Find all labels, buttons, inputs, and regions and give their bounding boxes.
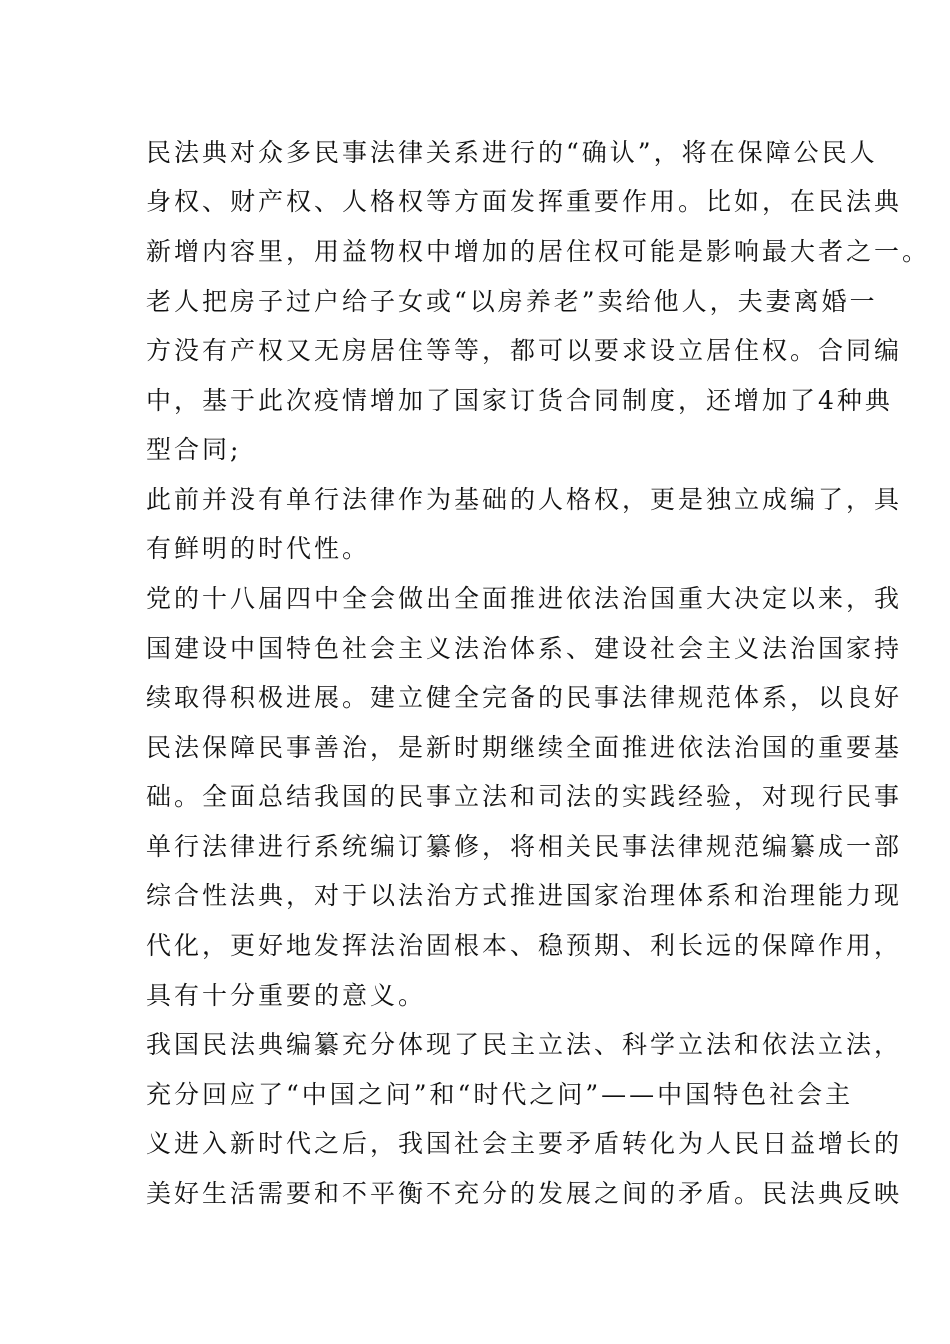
text-line: 义进入新时代之后，我国社会主要矛盾转化为人民日益增长的: [146, 1129, 903, 1158]
text-line: 具有十分重要的意义。: [146, 981, 427, 1010]
text-line: 中，基于此次疫情增加了国家订货合同制度，还增加了4种典: [146, 386, 893, 415]
text-line: 续取得积极进展。建立健全完备的民事法律规范体系，以良好: [146, 683, 903, 712]
text-line: 身权、财产权、人格权等方面发挥重要作用。比如，在民法典: [146, 187, 903, 216]
text-line: 综合性法典，对于以法治方式推进国家治理体系和治理能力现: [146, 881, 903, 910]
text-line: 美好生活需要和不平衡不充分的发展之间的矛盾。民法典反映: [146, 1179, 903, 1208]
text-line: 型合同;: [146, 435, 242, 464]
text-line: 础。全面总结我国的民事立法和司法的实践经验，对现行民事: [146, 782, 903, 811]
text-line: 我国民法典编纂充分体现了民主立法、科学立法和依法立法，: [146, 1030, 903, 1059]
text-line: 单行法律进行系统编订纂修，将相关民事法律规范编纂成一部: [146, 832, 903, 861]
text-line: 此前并没有单行法律作为基础的人格权，更是独立成编了，具: [146, 485, 903, 514]
text-line: 充分回应了“中国之问”和“时代之问”——中国特色社会主: [146, 1080, 854, 1109]
text-line: 有鲜明的时代性。: [146, 534, 371, 563]
text-line: 新增内容里，用益物权中增加的居住权可能是影响最大者之一。: [146, 237, 931, 266]
text-line: 民法典对众多民事法律关系进行的“确认”，将在保障公民人: [146, 138, 878, 167]
text-line: 方没有产权又无房居住等等，都可以要求设立居住权。合同编: [146, 336, 903, 365]
text-line: 国建设中国特色社会主义法治体系、建设社会主义法治国家持: [146, 634, 903, 663]
text-line: 党的十八届四中全会做出全面推进依法治国重大决定以来，我: [146, 584, 903, 613]
text-line: 民法保障民事善治，是新时期继续全面推进依法治国的重要基: [146, 733, 903, 762]
text-line: 代化，更好地发挥法治固根本、稳预期、利长远的保障作用，: [146, 931, 903, 960]
text-line: 老人把房子过户给子女或“以房养老”卖给他人，夫妻离婚一: [146, 287, 878, 316]
